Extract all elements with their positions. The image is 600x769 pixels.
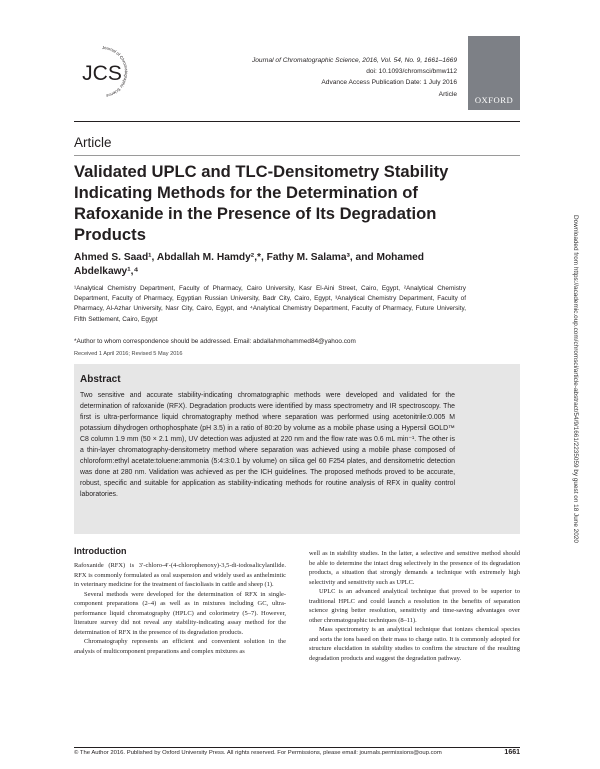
paragraph: Rafoxanide (RFX) is 3′-chloro-4′-(4-chlorophenoxy)-3,5-di-iodosalicylanilide. RFX is commonly formulated as oral suspension and widely used as anthelmintic in veterinary medicine for the treatment of fascioliasis in cattle and sheep (1). <box>74 562 286 588</box>
copyright-notice: © The Author 2016. Published by Oxford University Press. All rights reserved. For Permissions, please email: journals.permissions@oup.com <box>74 750 442 756</box>
logo-ring-text: Journal of Chromatographic Science <box>101 44 129 99</box>
section-divider <box>74 155 520 156</box>
paragraph: Several methods were developed for the determination of RFX in single-component preparations (2–4) as well as in mixtures including GC, ultra-performance liquid chromatography (HPLC) and colorimetry (5–7). However, literature survey did not reveal any stability-indicating assay method for the determination of RFX in the presence of its degradation products. <box>74 590 286 636</box>
abstract-heading: Abstract <box>80 374 121 385</box>
journal-citation: Journal of Chromatographic Science, 2016, Vol. 54, No. 9, 1661–1669 <box>251 57 457 64</box>
article-title: Validated UPLC and TLC-Densitometry Stability Indicating Methods for the Determination of Rafoxanide in the Presence of Its Degradation Products <box>74 162 449 244</box>
affiliations: ¹Analytical Chemistry Department, Faculty of Pharmacy, Cairo University, Kasr El-Aini Street, Cairo, Egypt, ²Analytical Chemistry Department, Faculty of Pharmacy, Egyptian Russian University, Badr City, Cairo, Egypt, ³Analytical Chemistry Department, Faculty of Pharmacy, Al-Azhar University, Nasr City, Cairo, Egypt, and ⁴Analytical Chemistry Department, Faculty of Pharmacy, Future University, Fifth Settlement, Cairo, Egypt <box>74 285 466 323</box>
section-label: Article <box>74 135 112 150</box>
journal-logo <box>74 44 130 100</box>
download-stamp-text: Downloaded from https://academic.oup.com/chromsci/article-abstract/54/9/1661/2235059 by guest on 18 June 2020 <box>572 215 579 543</box>
doi-link[interactable]: doi: 10.1093/chromsci/bmw112 <box>366 68 457 76</box>
paragraph: UPLC is an advanced analytical technique that proved to be superior to traditional HPLC and could launch a resolution in the benefits of separation science giving better resolution, sensitivity and time-saving advantages over other chromatographic techniques (8–11). <box>309 588 520 624</box>
received-dates: Received 1 April 2016; Revised 5 May 2016 <box>74 351 183 357</box>
paragraph: well as in stability studies. In the latter, a selective and sensitive method should be able to determine the intact drug selectively in the presence of its degradation products, a situation that strongly demands a technique with extremely high selectivity and sensitivity such as UPLC. <box>309 550 520 586</box>
body-column-right <box>309 549 520 663</box>
footer-divider <box>74 747 520 748</box>
article-meta <box>232 55 457 100</box>
advance-access-date: Advance Access Publication Date: 1 July 2016 <box>321 79 457 87</box>
abstract-text: Two sensitive and accurate stability-indicating chromatographic methods were developed and validated for the determination of rafoxanide (RFX). Degradation products were identified by mass spectrometry and IR spectroscopy. The first is ultra-performance liquid chromatography method where separation was performed using acetonitrile:0.005 M potassium dihydrogen orthophosphate (pH 3.5) in a ratio of 80:20 by volume as a mobile phase using a Hypersil GOLD™ C8 column 1.9 mm (50 × 2.1 mm), UV detection was adjusted at 220 nm and the flow rate was 0.6 mL min⁻¹. The other is a thin-layer chromatography-densitometry method where separation was achieved using a mobile phase composed of chloroform:ethyl acetate:toluene:ammonia (5:4:3:0.1 by volume) on silica gel 60 F254 plates, and densitometric detection was done at 280 nm. Validation was achieved as per the ICH guidelines. The proposed methods proved to be accurate, robust, specific and suitable for application as stability-indicating methods for routine analysis of RFX in quality control laboratories. <box>80 392 455 499</box>
publisher-name: OXFORD <box>474 95 514 105</box>
oxford-logo <box>468 36 520 110</box>
article-type: Article <box>438 90 457 98</box>
body-column-left <box>74 561 286 656</box>
introduction-heading: Introduction <box>74 546 127 556</box>
author-list: Ahmed S. Saad¹, Abdallah M. Hamdy²,*, Fathy M. Salama³, and Mohamed Abdelkawy¹,⁴ <box>74 252 425 277</box>
correspondence-note: *Author to whom correspondence should be addressed. Email: abdallahmohammed84@yahoo.com <box>74 338 356 345</box>
paragraph: Mass spectrometry is an analytical technique that ionizes chemical species and sorts the ions based on their mass to charge ratio. It is commonly adopted for structure elucidation in stability studies to confirm the structure of the resulting degradation products and suggest the degradation pathway. <box>309 626 520 662</box>
header-divider <box>74 121 520 122</box>
paragraph: Chromatography represents an efficient and convenient solution in the analysis of multicomponent preparations and complex mixtures as <box>74 638 286 655</box>
download-stamp <box>570 215 579 627</box>
jcs-logo-graphic <box>74 44 130 100</box>
page-number: 1661 <box>504 749 520 756</box>
logo-letters: JCS <box>82 62 122 85</box>
